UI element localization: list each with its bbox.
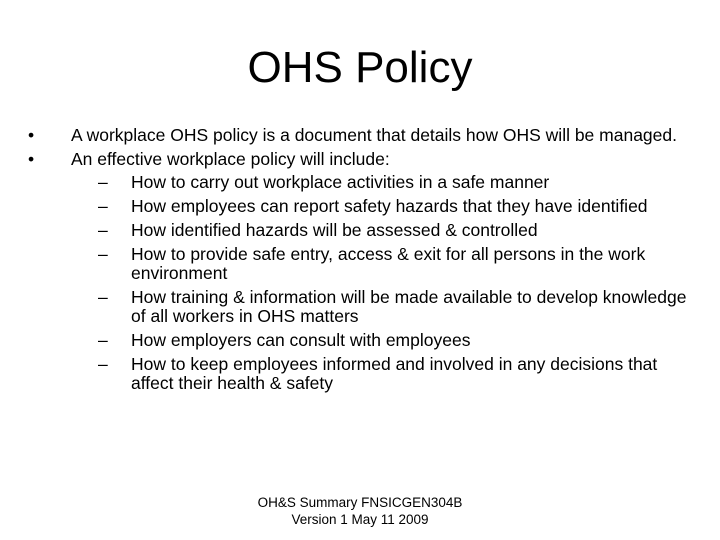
bullet-icon: • xyxy=(28,125,35,145)
sub-bullet-text: How to provide safe entry, access & exit for all persons in the work environment xyxy=(131,244,646,283)
sub-bullet-list xyxy=(71,173,688,393)
sub-bullet-text: How to carry out workplace activities in a safe manner xyxy=(131,172,550,192)
sub-bullet-item xyxy=(71,221,688,240)
bullet-text: An effective workplace policy will include: xyxy=(71,149,390,169)
dash-icon: – xyxy=(98,220,108,240)
sub-bullet-item xyxy=(71,288,688,326)
bullet-text: A workplace OHS policy is a document that details how OHS will be managed. xyxy=(71,125,677,145)
footer-course-line: OH&S Summary FNSICGEN304B xyxy=(257,495,463,510)
sub-bullet-item xyxy=(71,331,688,350)
dash-icon: – xyxy=(98,330,108,350)
dash-icon: – xyxy=(98,172,108,192)
sub-bullet-item xyxy=(71,355,688,393)
slide-footer xyxy=(0,494,720,528)
dash-icon: – xyxy=(98,244,108,264)
sub-bullet-text: How employers can consult with employees xyxy=(131,330,471,350)
dash-icon: – xyxy=(98,196,108,216)
sub-bullet-item xyxy=(71,173,688,192)
dash-icon: – xyxy=(98,354,108,374)
sub-bullet-text: How identified hazards will be assessed & controlled xyxy=(131,220,538,240)
dash-icon: – xyxy=(98,287,108,307)
sub-bullet-item xyxy=(71,197,688,216)
bullet-icon: • xyxy=(28,149,35,169)
footer-version-line: Version 1 May 11 2009 xyxy=(291,512,429,527)
sub-bullet-text: How training & information will be made available to develop knowledge of all workers in OHS matters xyxy=(131,287,687,326)
slide-title: OHS Policy xyxy=(247,43,473,92)
sub-bullet-text: How employees can report safety hazards that they have identified xyxy=(131,196,648,216)
sub-bullet-text: How to keep employees informed and involved in any decisions that affect their health & safety xyxy=(131,354,658,393)
bullet-item xyxy=(28,126,688,145)
sub-bullet-item xyxy=(71,245,688,283)
bullet-list xyxy=(28,126,688,398)
bullet-item xyxy=(28,150,688,393)
